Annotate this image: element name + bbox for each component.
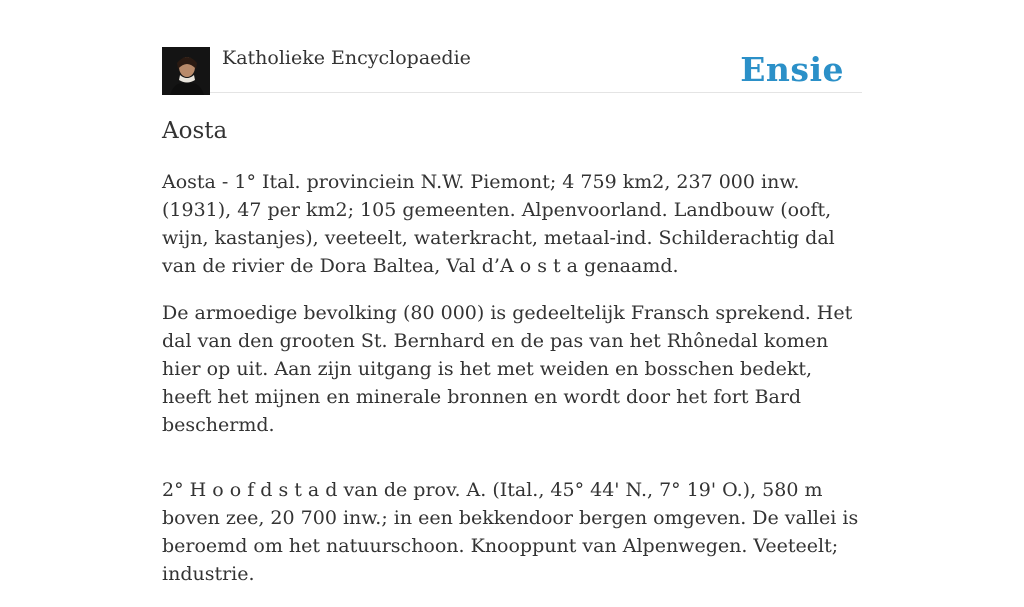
article-paragraph: 2° H o o f d s t a d van de prov. A. (Ital., 45° 44' N., 7° 19' O.), 580 m boven zee, 20 700 inw.; in een bekkendoor bergen omgeven. De vallei is beroemd om het natuurschoon. Knooppunt van Alpenwegen. Veeteelt; industrie.	[162, 479, 859, 585]
author-avatar[interactable]	[162, 47, 210, 95]
page-title: Aosta	[162, 118, 228, 144]
ensie-logo[interactable]: Ensie	[740, 50, 844, 89]
article-paragraph: Aosta - 1° Ital. provinciein N.W. Piemont; 4 759 km2, 237 000 inw. (1931), 47 per km2; 105 gemeenten. Alpenvoorland. Landbouw (ooft, wijn, kastanjes), veeteelt, waterkracht, metaal-ind. Schilderachtig dal van de rivier de Dora Baltea, Val d’A o s t a genaamd.	[162, 171, 835, 277]
site-title[interactable]: Katholieke Encyclopaedie	[222, 47, 471, 69]
article-body	[162, 168, 862, 607]
article-paragraph: De armoedige bevolking (80 000) is gedeeltelijk Fransch sprekend. Het dal van den grooten St. Bernhard en de pas van het Rhônedal komen hier op uit. Aan zijn uitgang is het met weiden en bosschen bedekt, heeft het mijnen en minerale bronnen en wordt door het fort Bard beschermd.	[162, 302, 853, 436]
portrait-icon	[162, 47, 210, 95]
site-header	[162, 46, 862, 93]
